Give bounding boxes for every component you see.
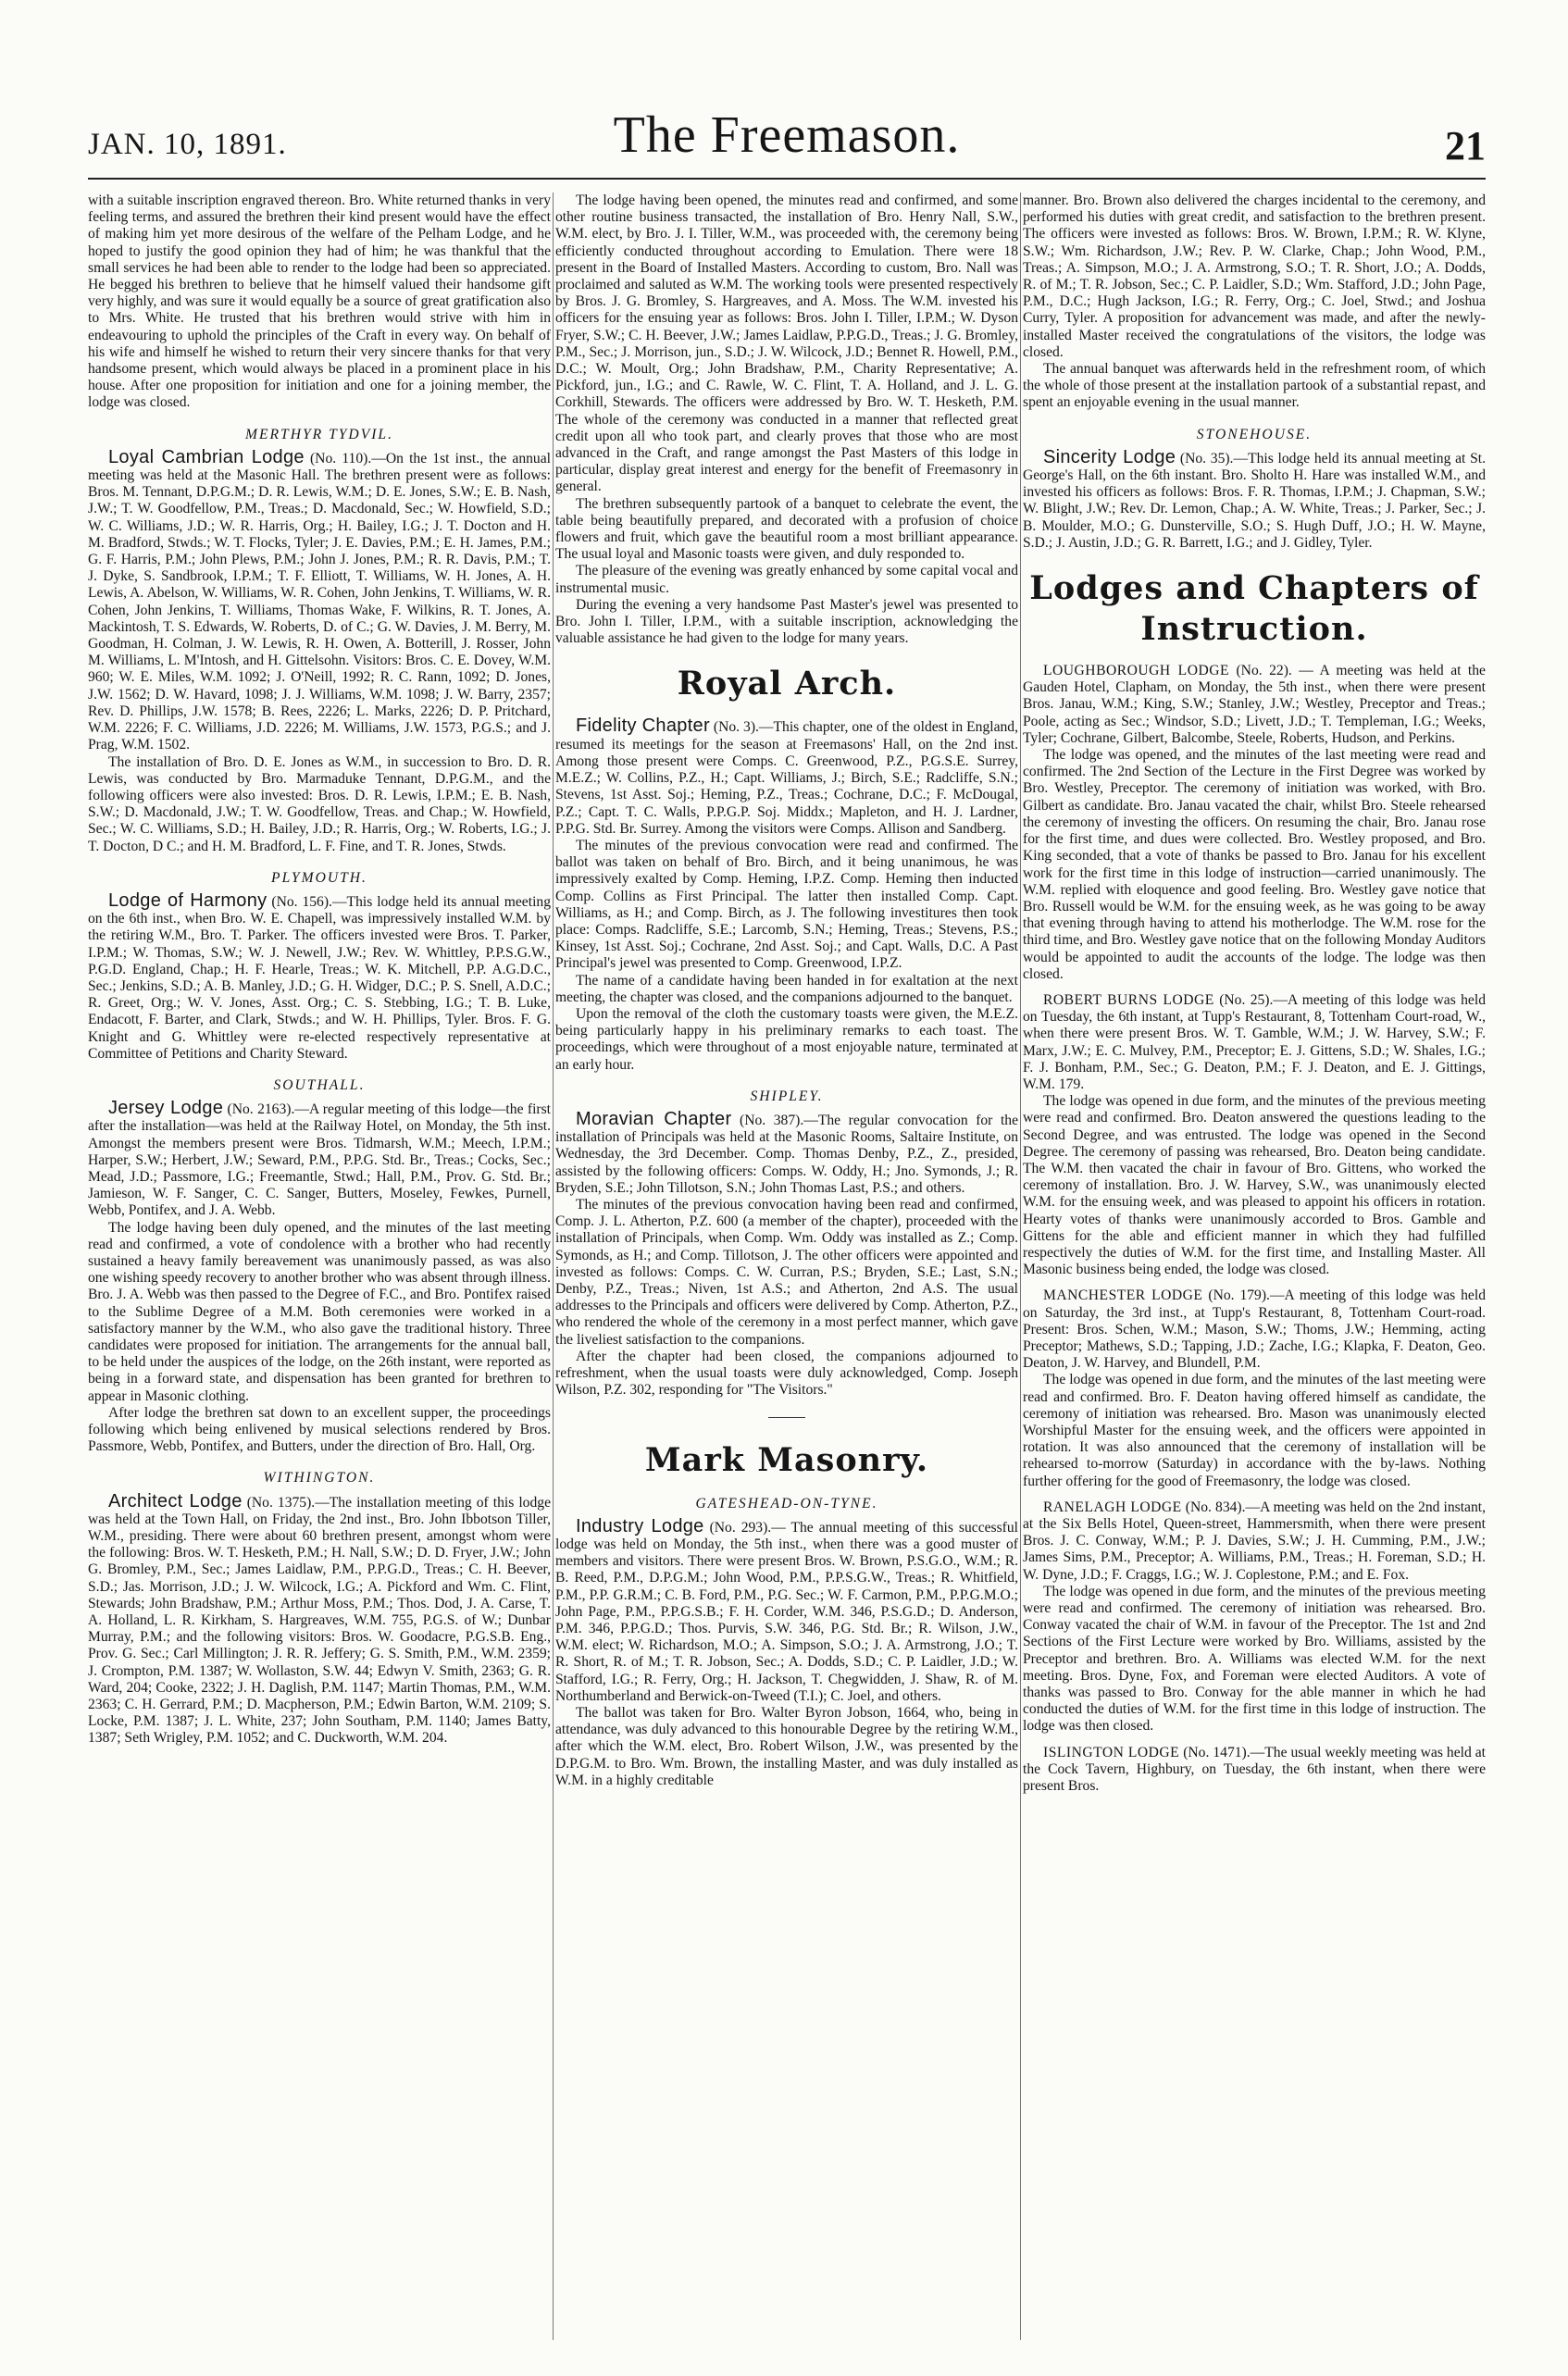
town-heading: SHIPLEY. xyxy=(750,1088,824,1104)
lodge-number: (No. 22). xyxy=(1229,663,1292,679)
report-text: —This lodge held its annual meeting on the 6th inst., when Bro. W. E. Chapell, was impressively installed W.M. by the retiring W.M., Bro. T. Parker. The officers invested were Bros. T. Parker, I.P.M.; W. Thomas, S.W.; W. J. Newell, J.W.; Rev. W. Whittley, P.P.S.G.W., P.G.D. England, Chap.; H. F. Hearle, Treas.; W. K. Mitchell, P.P. A.G.D.C., Sec.; Jenkins, S.D.; A. B. Manley, J.D.; G. H. Widger, D.C.; P. S. Snell, A.D.C.; R. Greet, Org.; W. V. Jones, Asst. Org.; C. S. Stebbing, I.G.; T. B. Luke, Endacott, F. Barter, and Clark, Stwds.; and W. H. Phillips, Tyler. Bros. F. G. Knight and G. Whittley were re-elected respectively representative at Committee of Petitions and Charity Steward. xyxy=(88,893,551,1062)
report-text: —This chapter, one of the oldest in England, resumed its meetings for the season at Freemasons' Hall, on the 2nd inst. Among those present were Comps. C. Greenwood, P.Z., P.G.S.E. Surrey, M.E.Z.; W. Collins, P.Z., H.; Capt. Williams, J.; Birch, S.E.; Radcliffe, S.N.; Stevens, 1st Asst. Soj.; Heming, P.Z., Treas.; Cochrane, D.C.; F. McDougal, P.Z.; Capt. T. C. Walls, P.P.G.P. Soj. Middx.; Mapleton, and H. J. Lardner, P.P.G. Std. Br. Surrey. Among the visitors were Comps. Allison and Sandberg. xyxy=(555,719,1018,837)
lodge-report xyxy=(1023,1288,1486,1372)
report-paragraph: During the evening a very handsome Past Master's jewel was presented to Bro. John I. Tiller, I.P.M., with a suitable inscription, acknowledging the valuable assistance he had given to the lodge for many years. xyxy=(555,596,1018,647)
report-paragraph: The annual banquet was afterwards held in the refreshment room, of which the whole of those present at the installation partook of a substantial repast, and spent an enjoyable evening in the usual manner. xyxy=(1023,361,1486,411)
report-text: —A meeting was held on the 2nd instant, at the Six Bells Hotel, Queen-street, Hammersmith, when there were present Bros. J. C. Conway, W.M.; P. J. Davies, S.W.; J. H. Cumming, P.M., J.W.; James Sims, P.M., Preceptor; A. Williams, P.M., Treas.; H. Foreman, S.D.; H. W. Dyne, J.D.; F. Craggs, I.G.; W. J. Coplestone, P.M.; and E. Fox. xyxy=(1023,1499,1486,1583)
lodge-report xyxy=(88,1490,551,1748)
lodge-report xyxy=(88,1100,551,1219)
report-paragraph: The name of a candidate having been handed in for exaltation at the next meeting, the chapter was closed, and the companions adjourned to the banquet. xyxy=(555,972,1018,1005)
lodge-report xyxy=(1023,663,1486,747)
report-paragraph: The lodge having been duly opened, and the minutes of the last meeting read and confirmed, a vote of condolence with a brother who had recently sustained a heavy family bereavement was unanimously passed, as was also one wishing speedy recovery to another brother who was absent through illness. Bro. J. A. Webb was then passed to the Degree of F.C., and Bro. Pontifex raised to the Sublime Degree of a M.M. Both ceremonies were worked in a satisfactory manner by the W.M., who also gave the traditional history. Three candidates were proposed for initiation. The arrangements for the annual ball, to be held under the auspices of the lodge, on the 26th instant, were reported as being in a forward state, and dispensation has been granted for brethren to appear in Masonic clothing. xyxy=(88,1219,551,1404)
lodge-report xyxy=(88,446,551,754)
chapter-report xyxy=(555,717,1018,837)
chapter-number: (No. 387). xyxy=(731,1112,804,1128)
report-paragraph: The minutes of the previous convocation having been read and confirmed, Comp. J. L. Atherton, P.Z. 600 (a member of the chapter), proceeded with the installation of Principals, when Comp. Wm. Oddy was installed as Z.; Comp. Symonds, as H.; and Comp. Tillotson, J. The other officers were appointed and invested as follows: Comps. C. W. Curran, P.S.; Bryden, S.E.; Last, S.N.; Denby, P.Z., Treas.; Niven, 1st A.S.; and Atherton, 2nd A.S. The usual addresses to the Principals and officers were delivered by Comp. Atherton, P.Z., who rendered the whole of the ceremony in a most perfect manner, which gave the liveliest satisfaction to the companions. xyxy=(555,1196,1018,1348)
chapter-number: (No. 3). xyxy=(709,719,759,736)
lodge-name: RANELAGH LODGE xyxy=(1043,1499,1182,1515)
town-heading: MERTHYR TYDVIL. xyxy=(245,426,393,442)
section-heading-instruction: Lodges and Chapters of Instruction. xyxy=(1029,569,1479,649)
lodge-name: ISLINGTON LODGE xyxy=(1043,1744,1180,1760)
lodge-name: ROBERT BURNS LODGE xyxy=(1043,991,1214,1008)
lodge-name: Lodge of Harmony xyxy=(108,889,268,911)
report-text: —The usual weekly meeting was held at the Cock Tavern, Highbury, on Tuesday, the 6th instant, when there were present Bros. xyxy=(1023,1744,1486,1795)
lodge-number: (No. 110). xyxy=(304,450,372,466)
report-text: —On the 1st inst., the annual meeting was held at the Masonic Hall. The brethren present were as follows: Bros. M. Tennant, D.P.G.M.; D. R. Lewis, W.M.; D. E. Jones, S.W.; E. B. Nash, J.W.; T. W. Goodfellow, P.M., Treas.; D. Macdonald, Sec.; W. Howfield, S.D.; W. C. Williams, J.D.; W. R. Harris, Org.; H. Bailey, I.G.; J. T. Docton and H. M. Bradford, Stwds.; W. T. Flocks, Tyler; J. E. Davies, P.M.; E. H. James, P.M.; G. F. Harris, P.M.; John Plews, P.M.; John J. Jones, P.M.; R. R. Davis, P.M.; T. J. Dyke, S. Sandbrook, I.P.M.; T. F. Elliott, T. Williams, W. H. Jones, A. H. Lewis, A. Abelson, W. Williams, W. R. Cohen, John Jenkins, T. Williams, W. R. Cohen, John Jenkins, T. Williams, Thomas Wake, F. Wilkins, R. T. Jones, A. Mackintosh, T. S. Edwards, W. Roberts, D. of C.; G. W. Davies, J. M. Berry, M. Goodman, H. Colman, J. W. Lewis, R. H. Owen, A. Botterill, J. Rosser, John M. Williams, L. M'Intosh, and H. Gittelsohn. Visitors: Bros. C. E. Dovey, W.M. 960; W. E. Miles, W.M. 1092; J. O'Neill, 1992; R. C. Rann, 1092; D. Jones, J.W. 1562; D. W. Havard, 1098; J. J. Williams, W.M. 1098; J. W. Barry, 2357; Rev. D. Phillips, J.W. 1578; B. Rees, 2226; L. Marks, 2226; D. P. Pritchard, W.M. 2226; F. C. Williams, J.D. 2226; M. Williams, J.W. 1573, P.G.S.; and J. Prag, W.M. 1502. xyxy=(88,450,551,753)
report-text: —A meeting of this lodge was held on Saturday, the 3rd inst., at Tupp's Restaurant, 8, Tottenham Court-road. Present: Bros. Schen, W.M.; Mason, S.W.; Thoms, J.W.; Hemming, acting Preceptor; Mathews, S.D.; Tapping, J.D.; Zache, I.G.; Klapka, F. Deaton, Geo. Deaton, J. W. Harvey, and Blundell, P.M. xyxy=(1023,1288,1486,1372)
report-paragraph: The lodge was opened in due form, and the minutes of the last meeting were read and confirmed. Bro. F. Deaton having offered himself as candidate, the ceremony of initiation was rehearsed. Bro. Mason was unanimously elected Worshipful Master for the ensuing week, and the officers were appointed in rotation. It was also announced that the ceremony of installation will be rehearsed to-morrow (Saturday) in accordance with the by-laws. Nothing further offering for the good of Freemasonry, the lodge was closed. xyxy=(1023,1372,1486,1489)
report-text: —A regular meeting of this lodge—the first after the installation—was held at the Railway Hotel, on Monday, the 5th inst. Amongst the members present were Bros. Tidmarsh, W.M.; Meech, I.P.M.; Harper, S.W.; Herbert, J.W.; Seward, P.M., P.P.G. Std. Br., Treas.; Cocks, Sec.; Mead, J.D.; Passmore, I.G.; Freemantle, Stwd.; Hall, P.M., Prov. G. Std. Br.; Jamieson, W. F. Sanger, C. C. Sanger, Butters, Moseley, Fewkes, Purnell, Webb, Pontifex, and J. A. Webb. xyxy=(88,1101,551,1219)
lodge-name: Loyal Cambrian Lodge xyxy=(108,446,305,467)
report-paragraph: The brethren subsequently partook of a banquet to celebrate the event, the table being beautifully prepared, and decorated with a profusion of choice flowers and fruit, which gave the beautiful room a most brilliant appearance. The usual loyal and Masonic toasts were given, and duly responded to. xyxy=(555,495,1018,563)
report-paragraph: After lodge the brethren sat down to an excellent supper, the proceedings following which being enlivened by musical selections rendered by Bros. Passmore, Webb, Pontifex, and Butters, under the direction of Bro. Hall, Org. xyxy=(88,1404,551,1455)
report-text: —A meeting of this lodge was held on Tuesday, the 6th instant, at Tupp's Restaurant, 8, Tottenham Court-road, W., when there were present Bros. W. T. Gamble, W.M.; J. W. Harvey, S.W.; F. Marx, J.W.; E. C. Mulvey, P.M., Preceptor; E. J. Gittens, S.D.; W. Shales, I.G.; F. J. Bonham, P.M., Sec.; G. Deaton, P.M.; F. J. Deaton, and E. J. Gittings, W.M. 179. xyxy=(1023,991,1486,1092)
town-heading: GATESHEAD-ON-TYNE. xyxy=(695,1495,878,1511)
continued-report: with a suitable inscription engraved thereon. Bro. White returned thanks in very feeling terms, and assured the brethren their kind present would have the effect of making him yet more desirous of the welfare of the Pelham Lodge, and he hoped to justify the good opinion they had of him; he was thankful that the small services he had been able to render to the lodge had been so appreciated. He begged his brethren to believe that he himself valued their handsome gift very highly, and was sure it would equally be a source of great gratification also to Mrs. White. He trusted that his brethren would strive with him in endeavouring to uphold the principles of the Craft in every way. On behalf of his wife and himself he wished to return their very sincere thanks for that very handsome present, which would always be placed in a prominent place in his house. After one proposition for initiation and one for a joining member, the lodge was closed. xyxy=(88,193,551,411)
masthead-rule xyxy=(88,178,1486,180)
report-paragraph: The installation of Bro. D. E. Jones as W.M., in succession to Bro. D. R. Lewis, was conducted by Bro. Marmaduke Tennant, D.P.G.M., and the following officers were also invested: Bros. D. R. Lewis, I.P.M.; E. B. Nash, S.W.; D. Macdonald, J.W.; T. W. Goodfellow, Treas. and Chap.; W. Howfield, Sec.; W. C. Williams, S.D.; H. Bailey, J.D.; R. Harris, Org.; W. Roberts, I.G.; J. T. Docton, D C.; and H. M. Bradford, L. F. Fine, and T. R. Jones, Stwds. xyxy=(88,753,551,854)
section-heading-royal-arch: Royal Arch. xyxy=(677,665,897,703)
lodge-name: LOUGHBOROUGH LODGE xyxy=(1043,663,1229,679)
report-text: —This lodge held its annual meeting at St. George's Hall, on the 6th instant. Bro. Sholto H. Hare was installed W.M., and invested his officers as follows: Bros. F. R. Thomas, I.P.M.; J. Chapman, S.W.; W. Blight, J.W.; Rev. Dr. Lemon, Chap.; A. W. White, Treas.; J. Parker, Sec.; J. B. Moulder, M.O.; G. Dunsterville, S.O.; S. Hugh Duff, J.O.; H. W. Mayne, S.D.; J. Austin, J.D.; G. R. Barrett, I.G.; and J. Gidley, Tyler. xyxy=(1023,450,1486,551)
report-paragraph: The ballot was taken for Bro. Walter Byron Jobson, 1664, who, being in attendance, was duly advanced to this honourable Degree by the retiring W.M., after which the W.M. elect, Bro. Robert Wilson, J.W., was presented by the D.P.G.M. to Bro. Wm. Brown, the installing Master, and was duly installed as W.M. in a highly creditable xyxy=(555,1705,1018,1788)
lodge-number: (No. 25). xyxy=(1213,991,1274,1008)
lodge-number: (No. 35). xyxy=(1176,450,1234,466)
lodge-name: Architect Lodge xyxy=(108,1490,243,1511)
lodge-name: Industry Lodge xyxy=(576,1515,704,1536)
town-heading: WITHINGTON. xyxy=(263,1470,376,1487)
lodge-number: (No. 2163). xyxy=(223,1101,295,1118)
report-paragraph: The lodge having been opened, the minutes read and confirmed, and some other routine business transacted, the installation of Bro. Henry Nall, S.W., W.M. elect, by Bro. J. I. Tiller, W.M., was proceeded with, the ceremony being efficiently conducted throughout according to Emulation. There were 18 present in the Board of Installed Masters. According to custom, Bro. Nall was proclaimed and saluted as W.M. The working tools were presented respectively by Bros. J. G. Bromley, S. Hargreaves, and A. Moss. The W.M. invested his officers for the ensuing year as follows: Bros. John I. Tiller, I.P.M.; W. Dyson Fryer, S.W.; C. H. Beever, J.W.; James Laidlaw, P.P.G.D., Treas.; J. G. Bromley, P.M., Sec.; J. Morrison, jun., S.D.; J. W. Wilcock, J.D.; Bennet R. Howell, P.M., D.C.; W. Moult, Org.; John Bradshaw, P.M., Charity Representative; A. Pickford, jun., I.G.; and C. Rawle, W. C. Flint, T. A. Holland, and J. L. G. Corkhill, Stewards. The officers were addressed by Bro. W. T. Hesketh, P.M. The whole of the ceremony was conducted in a manner that reflected great credit upon all who took part, and clearly proves that those who are most advanced in the Craft, and range amongst the Past Masters of this lodge in particular, display great interest and energy for the benefit of Freemasonry in general. xyxy=(555,193,1018,495)
masthead xyxy=(88,104,1486,176)
report-text: —The regular convocation for the installation of Principals was held at the Masonic Rooms, Saltaire Institute, on Wednesday, the 3rd December. Comp. Thomas Denby, P.Z., Z., presided, assisted by the following officers: Comps. W. Oddy, H.; Jno. Symonds, J.; R. Bryden, S.E.; John Tillotson, S.N.; John Thomas Last, P.S.; and others. xyxy=(555,1112,1018,1196)
report-paragraph: The pleasure of the evening was greatly enhanced by some capital vocal and instrumental music. xyxy=(555,563,1018,596)
report-paragraph: The lodge was opened in due form, and the minutes of the previous meeting were read and confirmed. The ceremony of initiation was rehearsed. Bro. Conway vacated the chair of W.M. in favour of the Preceptor. The 1st and 2nd Sections of the First Lecture were worked by Bro. Williams, assisted by the Preceptor and brethren. Bro. A. Williams was elected W.M. for the next meeting. Bros. Dyne, Fox, and Foreman were elected Auditors. A vote of thanks was passed to Bro. Conway for the able manner in which he had conducted the duties of W.M. for the first time in this lodge of instruction. The lodge was then closed. xyxy=(1023,1583,1486,1735)
report-text: — The annual meeting of this successful lodge was held on Monday, the 5th inst., when there was a good muster of members and visitors. There were present Bros. W. Brown, P.S.G.O., W.M.; R. B. Reed, P.M., D.P.G.M.; John Wood, P.M., P.P.S.G.W., Treas.; R. Whitfield, P.M., P.P. G.R.M.; C. B. Ford, P.M., P.G. Sec.; W. F. Carmon, P.M., P.P.G.M.O.; John Page, P.M., P.P.G.S.B.; F. H. Corder, W.M. 346, P.S.G.D.; D. Anderson, P.M. 346, P.P.G.D.; Thos. Purvis, S.W. 346, P.G. Std. Br.; R. Wilson, J.W., W.M. elect; W. Richardson, M.O.; A. Simpson, S.O.; J. A. Armstrong, J.O.; T. R. Short, R. of M.; T. R. Jobson, Sec.; A. Dodds, S.D.; C. P. Laidler, J.D.; W. Stafford, I.G.; R. Ferry, Org.; H. Jackson, T. Chegwidden, J. Shaw, R. of M. Northumberland and Berwick-on-Tweed (T.I.); C. Joel, and others. xyxy=(555,1519,1018,1704)
lodge-report xyxy=(1023,1745,1486,1796)
page-number: 21 xyxy=(1445,123,1486,168)
lodge-number: (No. 1375). xyxy=(242,1494,316,1511)
town-heading: STONEHOUSE. xyxy=(1196,426,1313,442)
newspaper-title: The Freemason. xyxy=(613,106,961,164)
lodge-report xyxy=(1023,446,1486,552)
report-paragraph: The minutes of the previous convocation were read and confirmed. The ballot was taken on behalf of Bro. Birch, and it being unanimous, he was impressively exalted by Comp. Heming, I.P.Z. Comp. Heming then inducted Comp. Collins as First Principal. The latter then installed Comp. Capt. Williams, as H.; and Comp. Birch, as J. The following investitures then took place: Comps. Radcliffe, S.E.; Larcomb, S.N.; Heming, Treas.; Stevens, P.S.; Kinsey, 1st Asst. Soj.; Cochrane, 2nd Asst. Soj.; and Capt. Walls, D.C. A Past Principal's jewel was presented to Comp. Greenwood, I.P.Z. xyxy=(555,837,1018,972)
issue-date: JAN. 10, 1891. xyxy=(88,128,287,161)
column-1 xyxy=(88,193,551,2358)
lodge-report xyxy=(1023,1499,1486,1584)
section-divider xyxy=(555,1406,1018,1423)
report-paragraph: The lodge was opened, and the minutes of the last meeting were read and confirmed. The 2nd Section of the Lecture in the First Degree was worked by Bro. Westley, Preceptor. The ceremony of initiation was worked, with Bro. Gilbert as candidate. Bro. Janau vacated the chair, whilst Bro. Steele rehearsed the ceremony of investing the officers. On resuming the chair, Bro. Janau rose for the first time, and dues were collected. Bro. Westley proposed, and Bro. King seconded, that a vote of thanks be passed to Bro. Janau for his excellent work for the first time in this lodge of instruction—carried unanimously. The W.M. replied with eloquence and good feeling. Bro. Westley gave notice that Bro. Russell would be W.M. for the ensuing week, as he was going to be away that evening through having to attend his motherlodge. The W.M. rose for the third time, and Bro. Westley gave notice that on the following Monday Auditors would be appointed to audit the accounts of the lodge. The lodge was then closed. xyxy=(1023,747,1486,982)
lodge-name: Sincerity Lodge xyxy=(1043,446,1176,467)
lodge-number: (No. 156). xyxy=(267,893,332,910)
report-text: — A meeting was held at the Gauden Hotel, Clapham, on Monday, the 5th inst., when there were present Bros. Janau, W.M.; King, S.W.; Stanley, J.W.; Westley, Preceptor and Treas.; Poole, acting as Sec.; Windsor, S.D.; Livett, J.D.; T. Templeman, I.G.; Weeks, Tyler; Cochrane, Gilbert, Balcombe, Steele, Roberts, Hudson, and Perkins. xyxy=(1023,663,1486,746)
report-paragraph: Upon the removal of the cloth the customary toasts were given, the M.E.Z. being particularly happy in his preliminary remarks to each toast. The proceedings, which were throughout of a most enjoyable nature, terminated at an early hour. xyxy=(555,1005,1018,1073)
town-heading: PLYMOUTH. xyxy=(271,869,367,886)
report-text: —The installation meeting of this lodge was held at the Town Hall, on Friday, the 2nd inst., Bro. John Ibbotson Tiller, W.M., presiding. There were about 60 brethren present, amongst whom were the following: Bros. W. T. Hesketh, P.M.; H. Nall, S.W.; D. D. Fryer, J.W.; John G. Bromley, P.M., Sec.; James Laidlaw, P.M., P.P.G.D., Treas.; C. H. Beever, S.D.; Jas. Morrison, J.D.; J. W. Wilcock, I.G.; A. Pickford and Wm. C. Flint, Stewards; John Bradshaw, P.M.; Arthur Moss, P.M.; Thos. Dod, J. A. Carse, T. A. Holland, L. R. Kirkham, S. Hargreaves, W.M. 755, P.G.S. of W.; Dunbar Murray, P.M.; and the following visitors: Bros. W. Goodacre, P.G.S.B. Eng., Prov. G. Sec.; Carl Millington; J. R. R. Jeffery; G. S. Smith, P.M., W.M. 2359; J. Crompton, P.M. 1387; W. Wollaston, S.W. 44; Edwyn V. Smith, 2363; G. R. Ward, 204; Cooke, 2322; J. H. Daglish, P.M. 1147; Martin Thomas, P.M., W.M. 2363; C. H. Gerrard, P.M.; D. Macpherson, P.M.; Edwin Barton, W.M. 2109; S. Locke, P.M. 1387; J. L. White, 237; John Southam, P.M. 1140; James Batty, 1387; Seth Wrigley, P.M. 1052; and C. Duckworth, W.M. 204. xyxy=(88,1494,551,1747)
column-3 xyxy=(1023,193,1486,2358)
lodge-number: (No. 834). xyxy=(1181,1499,1246,1515)
lodge-report xyxy=(555,1515,1018,1705)
chapter-report xyxy=(555,1108,1018,1197)
section-heading-mark-masonry: Mark Masonry. xyxy=(644,1440,929,1479)
lodge-report xyxy=(88,889,551,1063)
chapter-name: Moravian Chapter xyxy=(576,1108,732,1129)
column-divider xyxy=(1020,193,1021,2340)
lodge-name: Jersey Lodge xyxy=(108,1098,224,1119)
lodge-report xyxy=(1023,992,1486,1093)
column-2 xyxy=(555,193,1018,2358)
lodge-number: (No. 293). xyxy=(703,1519,772,1536)
report-paragraph: The lodge was opened in due form, and the minutes of the previous meeting were read and confirmed. Bro. Deaton answered the questions leading to the Second Degree, and was entrusted. The lodge was opened in the Second Degree. The ceremony of passing was rehearsed, Bro. Deaton being candidate. The W.M. then vacated the chair in favour of Bro. Gittens, who worked the ceremony of installation. Bro. J. W. Harvey, S.W., was unanimously elected W.M. for the ensuing week, and was pleased to appoint his officers in rotation. Hearty votes of thanks were unanimously accorded to Bros. Gamble and Gittens for the able and efficient manner in which they had fulfilled respectively the duties of W.M. for the first time, and Installing Master. All Masonic business being ended, the lodge was closed. xyxy=(1023,1093,1486,1278)
town-heading: SOUTHALL. xyxy=(273,1076,366,1093)
lodge-name: MANCHESTER LODGE xyxy=(1043,1288,1203,1304)
report-paragraph: After the chapter had been closed, the companions adjourned to refreshment, when the usual toasts were duly acknowledged, Comp. Joseph Wilson, P.Z. 302, responding for "The Visitors." xyxy=(555,1348,1018,1399)
chapter-name: Fidelity Chapter xyxy=(576,715,710,737)
continued-report: manner. Bro. Brown also delivered the charges incidental to the ceremony, and performed his duties with great credit, and satisfaction to the brethren present. The officers were invested as follows: Bros. W. Brown, I.P.M.; R. W. Klyne, S.W.; Wm. Richardson, J.W.; Rev. P. W. Clarke, Chap.; John Wood, P.M., Treas.; A. Simpson, M.O.; J. A. Armstrong, S.O.; T. R. Short, J.O.; A. Dodds, R. of M.; T. R. Jobson, Sec.; C. P. Laidler, S.D.; Wm. Stafford, J.D.; John Page, P.M., D.C.; Hugh Jackson, I.G.; R. Ferry, Org.; C. Joel, Stwd.; and Joshua Curry, Tyler. A proposition for advancement was made, and after the newly-installed Master received the congratulations of the visitors, the lodge was closed. xyxy=(1023,193,1486,360)
column-divider xyxy=(553,193,554,2340)
lodge-number: (No. 179). xyxy=(1202,1288,1270,1304)
lodge-number: (No. 1471). xyxy=(1179,1744,1251,1760)
